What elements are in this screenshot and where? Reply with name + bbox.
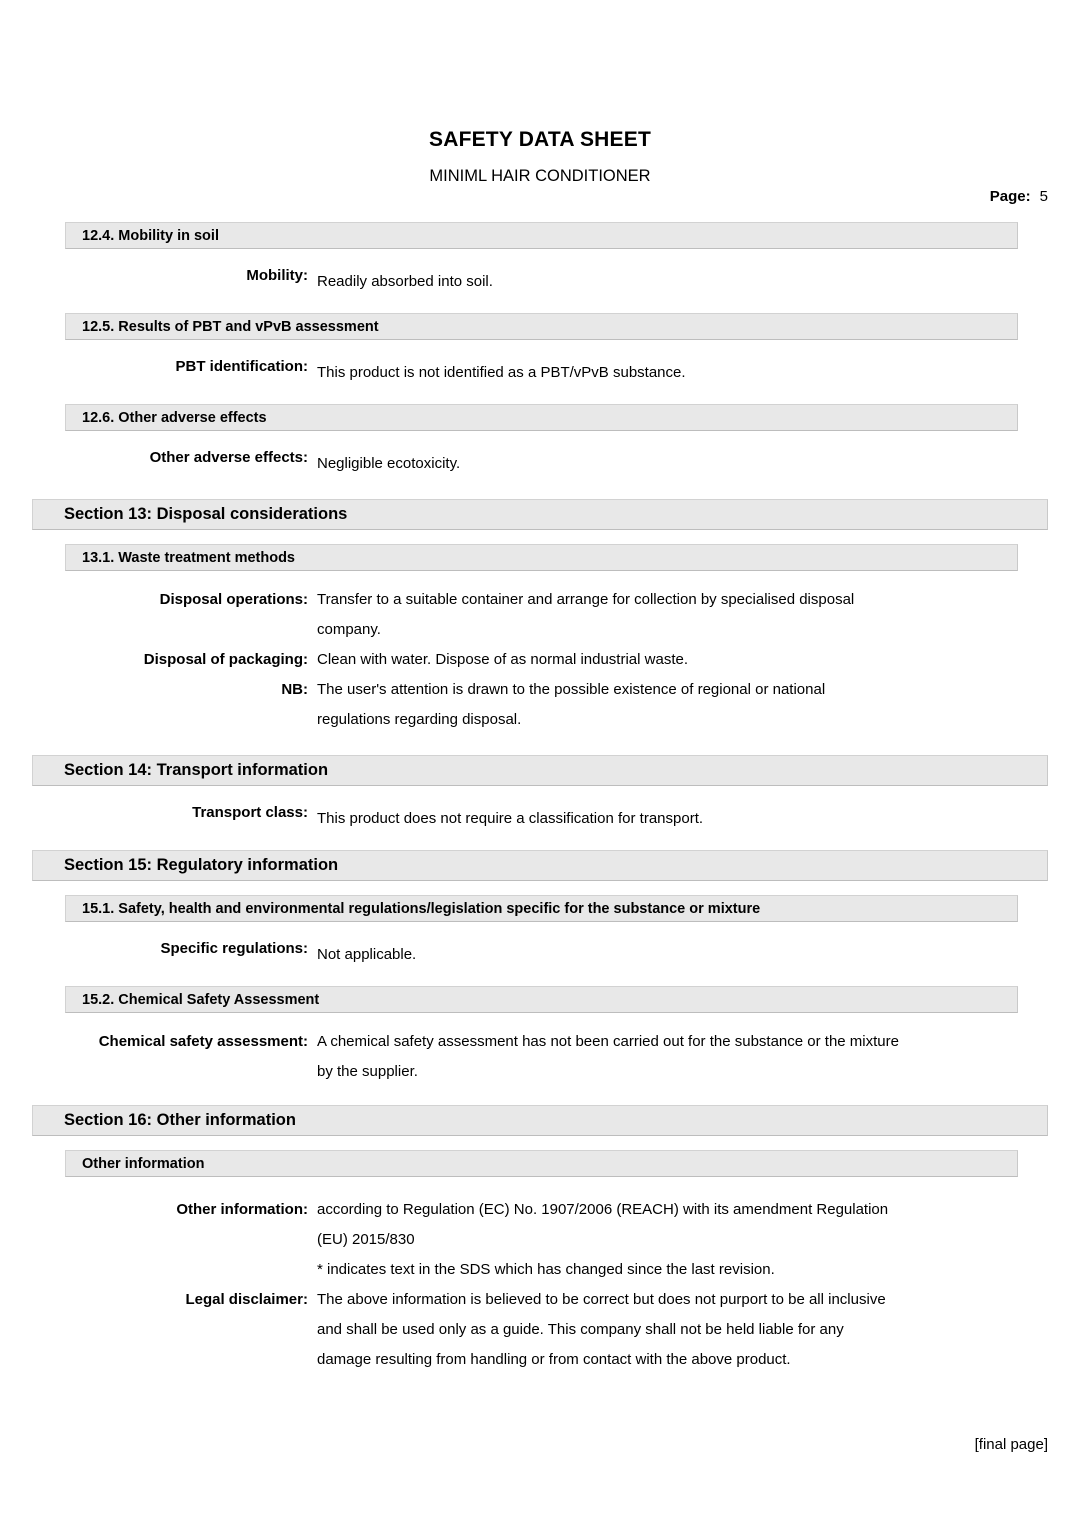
field-legal-disclaimer-line-2: and shall be used only as a guide. This company shall not be held liable for any (317, 1321, 844, 1338)
field-pbt-identification (0, 358, 1080, 388)
field-chemical-safety-assessment-line-2: by the supplier. (317, 1063, 418, 1080)
field-chemical-safety-assessment-line-1: A chemical safety assessment has not been carried out for the substance or the mixture (317, 1033, 899, 1050)
field-legal-disclaimer-line-1: The above information is believed to be correct but does not purport to be all inclusive (317, 1291, 886, 1308)
subsection-heading-15-1 (65, 895, 1018, 922)
field-disposal-operations-line-1: Transfer to a suitable container and arrange for collection by specialised disposal (317, 591, 855, 608)
field-nb-line-1: The user's attention is drawn to the possible existence of regional or national (317, 681, 826, 698)
field-disposal-of-packaging (0, 645, 1080, 675)
field-other-information (0, 1195, 1080, 1285)
section-heading-13-label: Section 13: Disposal considerations (64, 505, 348, 523)
field-transport-class-label: Transport class: (192, 804, 308, 821)
subsection-heading-12-6 (65, 404, 1018, 431)
subsection-heading-15-2 (65, 986, 1018, 1013)
field-disposal-of-packaging-label: Disposal of packaging: (143, 651, 308, 668)
field-other-information-line-2: (EU) 2015/830 (317, 1231, 415, 1248)
section-heading-15 (32, 850, 1048, 881)
field-mobility-label: Mobility: (246, 267, 308, 284)
final-page-marker: [final page] (974, 1436, 1048, 1453)
subsection-heading-other-information (65, 1150, 1018, 1177)
field-nb-line-2: regulations regarding disposal. (317, 711, 522, 728)
field-legal-disclaimer (0, 1285, 1080, 1375)
document-title: SAFETY DATA SHEET (429, 128, 651, 151)
field-other-adverse-effects-label: Other adverse effects: (149, 449, 308, 466)
field-disposal-operations-label: Disposal operations: (159, 591, 308, 608)
field-legal-disclaimer-label: Legal disclaimer: (185, 1291, 308, 1308)
subsection-heading-12-5 (65, 313, 1018, 340)
field-transport-class (0, 804, 1080, 834)
subsection-heading-12-4-label: 12.4. Mobility in soil (82, 227, 219, 244)
field-disposal-operations-line-2: company. (317, 621, 381, 638)
field-other-information-value (308, 1195, 988, 1285)
field-other-adverse-effects-value: Negligible ecotoxicity. (317, 455, 461, 472)
section-heading-16-label: Section 16: Other information (64, 1111, 296, 1129)
subsection-heading-12-5-label: 12.5. Results of PBT and vPvB assessment (82, 318, 379, 335)
field-pbt-identification-value: This product is not identified as a PBT/vPvB substance. (317, 364, 686, 381)
field-specific-regulations-label: Specific regulations: (160, 940, 308, 957)
field-chemical-safety-assessment-value (308, 1027, 988, 1087)
field-transport-class-value: This product does not require a classification for transport. (317, 810, 704, 827)
section-heading-14-label: Section 14: Transport information (64, 761, 329, 779)
field-disposal-operations-value (308, 585, 988, 645)
section-heading-13 (32, 499, 1048, 530)
section-heading-14 (32, 755, 1048, 786)
subsection-heading-12-4 (65, 222, 1018, 249)
field-other-information-label: Other information: (176, 1201, 308, 1218)
subsection-heading-15-1-label: 15.1. Safety, health and environmental regulations/legislation specific for the substance or mixture (82, 900, 761, 917)
subsection-heading-13-1-label: 13.1. Waste treatment methods (82, 549, 295, 566)
subsection-heading-other-information-label: Other information (82, 1155, 205, 1172)
field-chemical-safety-assessment (0, 1027, 1080, 1087)
field-legal-disclaimer-line-3: damage resulting from handling or from contact with the above product. (317, 1351, 791, 1368)
page-number-label: Page: (989, 188, 1031, 205)
field-other-information-line-1: according to Regulation (EC) No. 1907/2006 (REACH) with its amendment Regulation (317, 1201, 889, 1218)
field-chemical-safety-assessment-label: Chemical safety assessment: (98, 1033, 308, 1050)
field-specific-regulations (0, 940, 1080, 970)
field-disposal-operations (0, 585, 1080, 645)
page-number (990, 188, 1048, 205)
field-specific-regulations-value: Not applicable. (317, 946, 417, 963)
subsection-heading-13-1 (65, 544, 1018, 571)
document-body (0, 222, 1080, 1375)
field-other-adverse-effects (0, 449, 1080, 479)
subsection-heading-12-6-label: 12.6. Other adverse effects (82, 409, 267, 426)
document-subtitle: MINIML HAIR CONDITIONER (429, 167, 651, 185)
section-heading-16 (32, 1105, 1048, 1136)
field-legal-disclaimer-value (308, 1285, 988, 1375)
field-nb-value (308, 675, 988, 735)
subsection-heading-15-2-label: 15.2. Chemical Safety Assessment (82, 991, 320, 1008)
page-number-value: 5 (1039, 188, 1048, 205)
field-nb-label: NB: (281, 681, 308, 698)
field-pbt-identification-label: PBT identification: (175, 358, 308, 375)
field-mobility (0, 267, 1080, 297)
field-disposal-of-packaging-value: Clean with water. Dispose of as normal industrial waste. (317, 651, 689, 668)
field-nb (0, 675, 1080, 735)
section-heading-15-label: Section 15: Regulatory information (64, 856, 339, 874)
field-mobility-value: Readily absorbed into soil. (317, 273, 493, 290)
field-other-information-line-3: * indicates text in the SDS which has changed since the last revision. (317, 1261, 775, 1278)
